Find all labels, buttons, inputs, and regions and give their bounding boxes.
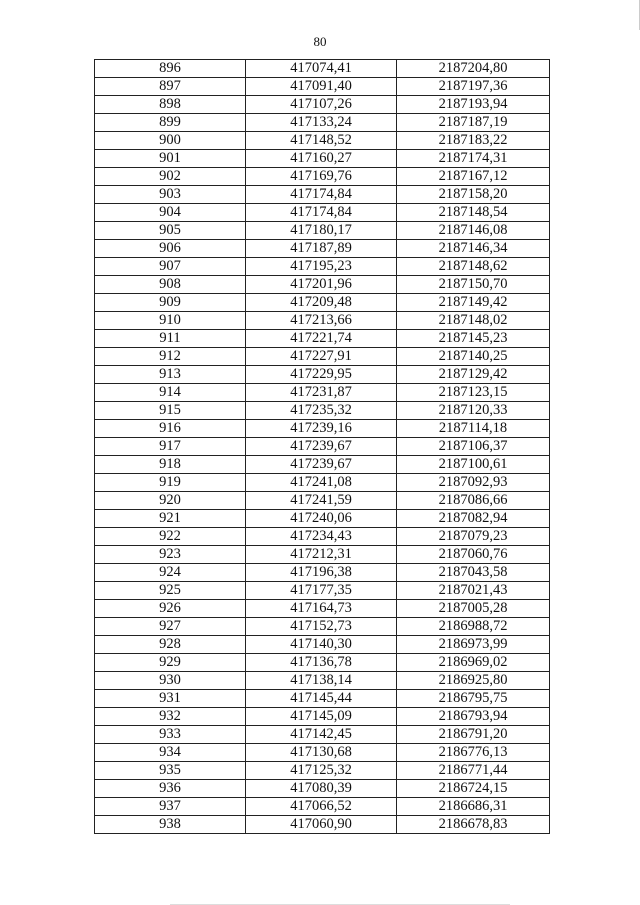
x-coordinate-cell: 417174,84 xyxy=(246,186,397,204)
table-row xyxy=(95,168,550,186)
point-number-cell: 905 xyxy=(95,222,246,240)
table-row xyxy=(95,96,550,114)
y-coordinate-cell: 2187129,42 xyxy=(397,366,550,384)
table-row xyxy=(95,312,550,330)
table-row xyxy=(95,114,550,132)
y-coordinate-cell: 2186925,80 xyxy=(397,672,550,690)
table-row xyxy=(95,510,550,528)
table-row xyxy=(95,186,550,204)
point-number-cell: 902 xyxy=(95,168,246,186)
y-coordinate-cell: 2187193,94 xyxy=(397,96,550,114)
y-coordinate-cell: 2187043,58 xyxy=(397,564,550,582)
table-row xyxy=(95,780,550,798)
x-coordinate-cell: 417142,45 xyxy=(246,726,397,744)
x-coordinate-cell: 417187,89 xyxy=(246,240,397,258)
y-coordinate-cell: 2187183,22 xyxy=(397,132,550,150)
x-coordinate-cell: 417241,59 xyxy=(246,492,397,510)
y-coordinate-cell: 2187114,18 xyxy=(397,420,550,438)
y-coordinate-cell: 2187145,23 xyxy=(397,330,550,348)
point-number-cell: 919 xyxy=(95,474,246,492)
point-number-cell: 917 xyxy=(95,438,246,456)
x-coordinate-cell: 417234,43 xyxy=(246,528,397,546)
point-number-cell: 927 xyxy=(95,618,246,636)
x-coordinate-cell: 417060,90 xyxy=(246,816,397,834)
x-coordinate-cell: 417241,08 xyxy=(246,474,397,492)
table-row xyxy=(95,420,550,438)
y-coordinate-cell: 2187005,28 xyxy=(397,600,550,618)
table-row xyxy=(95,726,550,744)
point-number-cell: 899 xyxy=(95,114,246,132)
x-coordinate-cell: 417201,96 xyxy=(246,276,397,294)
y-coordinate-cell: 2187197,36 xyxy=(397,78,550,96)
x-coordinate-cell: 417160,27 xyxy=(246,150,397,168)
x-coordinate-cell: 417240,06 xyxy=(246,510,397,528)
point-number-cell: 908 xyxy=(95,276,246,294)
table-row xyxy=(95,762,550,780)
point-number-cell: 904 xyxy=(95,204,246,222)
y-coordinate-cell: 2187146,34 xyxy=(397,240,550,258)
point-number-cell: 898 xyxy=(95,96,246,114)
table-row xyxy=(95,582,550,600)
x-coordinate-cell: 417130,68 xyxy=(246,744,397,762)
point-number-cell: 930 xyxy=(95,672,246,690)
point-number-cell: 920 xyxy=(95,492,246,510)
point-number-cell: 937 xyxy=(95,798,246,816)
x-coordinate-cell: 417221,74 xyxy=(246,330,397,348)
point-number-cell: 932 xyxy=(95,708,246,726)
table-row xyxy=(95,708,550,726)
point-number-cell: 900 xyxy=(95,132,246,150)
point-number-cell: 922 xyxy=(95,528,246,546)
table-row xyxy=(95,78,550,96)
point-number-cell: 931 xyxy=(95,690,246,708)
x-coordinate-cell: 417239,67 xyxy=(246,438,397,456)
x-coordinate-cell: 417138,14 xyxy=(246,672,397,690)
y-coordinate-cell: 2186969,02 xyxy=(397,654,550,672)
y-coordinate-cell: 2187187,19 xyxy=(397,114,550,132)
table-row xyxy=(95,798,550,816)
x-coordinate-cell: 417196,38 xyxy=(246,564,397,582)
coordinates-table-body xyxy=(95,60,550,834)
y-coordinate-cell: 2187150,70 xyxy=(397,276,550,294)
point-number-cell: 907 xyxy=(95,258,246,276)
y-coordinate-cell: 2187021,43 xyxy=(397,582,550,600)
y-coordinate-cell: 2187060,76 xyxy=(397,546,550,564)
x-coordinate-cell: 417148,52 xyxy=(246,132,397,150)
point-number-cell: 912 xyxy=(95,348,246,366)
y-coordinate-cell: 2187148,54 xyxy=(397,204,550,222)
point-number-cell: 909 xyxy=(95,294,246,312)
table-row xyxy=(95,222,550,240)
table-row xyxy=(95,330,550,348)
x-coordinate-cell: 417231,87 xyxy=(246,384,397,402)
table-row xyxy=(95,816,550,834)
y-coordinate-cell: 2187120,33 xyxy=(397,402,550,420)
y-coordinate-cell: 2187082,94 xyxy=(397,510,550,528)
y-coordinate-cell: 2186724,15 xyxy=(397,780,550,798)
table-row xyxy=(95,672,550,690)
x-coordinate-cell: 417164,73 xyxy=(246,600,397,618)
table-row xyxy=(95,276,550,294)
y-coordinate-cell: 2187174,31 xyxy=(397,150,550,168)
point-number-cell: 936 xyxy=(95,780,246,798)
table-row xyxy=(95,636,550,654)
x-coordinate-cell: 417235,32 xyxy=(246,402,397,420)
x-coordinate-cell: 417136,78 xyxy=(246,654,397,672)
x-coordinate-cell: 417239,67 xyxy=(246,456,397,474)
point-number-cell: 901 xyxy=(95,150,246,168)
point-number-cell: 903 xyxy=(95,186,246,204)
table-row xyxy=(95,132,550,150)
table-row xyxy=(95,204,550,222)
y-coordinate-cell: 2187123,15 xyxy=(397,384,550,402)
x-coordinate-cell: 417227,91 xyxy=(246,348,397,366)
y-coordinate-cell: 2187100,61 xyxy=(397,456,550,474)
y-coordinate-cell: 2187204,80 xyxy=(397,60,550,78)
y-coordinate-cell: 2187092,93 xyxy=(397,474,550,492)
table-row xyxy=(95,60,550,78)
y-coordinate-cell: 2187158,20 xyxy=(397,186,550,204)
x-coordinate-cell: 417180,17 xyxy=(246,222,397,240)
table-row xyxy=(95,348,550,366)
point-number-cell: 935 xyxy=(95,762,246,780)
point-number-cell: 926 xyxy=(95,600,246,618)
table-row xyxy=(95,294,550,312)
point-number-cell: 918 xyxy=(95,456,246,474)
x-coordinate-cell: 417174,84 xyxy=(246,204,397,222)
table-row xyxy=(95,150,550,168)
x-coordinate-cell: 417066,52 xyxy=(246,798,397,816)
y-coordinate-cell: 2186973,99 xyxy=(397,636,550,654)
y-coordinate-cell: 2186793,94 xyxy=(397,708,550,726)
table-row xyxy=(95,474,550,492)
point-number-cell: 915 xyxy=(95,402,246,420)
point-number-cell: 913 xyxy=(95,366,246,384)
table-row xyxy=(95,654,550,672)
x-coordinate-cell: 417177,35 xyxy=(246,582,397,600)
table-row xyxy=(95,384,550,402)
table-row xyxy=(95,438,550,456)
x-coordinate-cell: 417212,31 xyxy=(246,546,397,564)
point-number-cell: 916 xyxy=(95,420,246,438)
coordinates-table xyxy=(94,59,550,834)
point-number-cell: 911 xyxy=(95,330,246,348)
point-number-cell: 938 xyxy=(95,816,246,834)
x-coordinate-cell: 417209,48 xyxy=(246,294,397,312)
point-number-cell: 906 xyxy=(95,240,246,258)
x-coordinate-cell: 417145,44 xyxy=(246,690,397,708)
point-number-cell: 921 xyxy=(95,510,246,528)
x-coordinate-cell: 417213,66 xyxy=(246,312,397,330)
point-number-cell: 923 xyxy=(95,546,246,564)
y-coordinate-cell: 2186795,75 xyxy=(397,690,550,708)
point-number-cell: 925 xyxy=(95,582,246,600)
point-number-cell: 914 xyxy=(95,384,246,402)
y-coordinate-cell: 2187146,08 xyxy=(397,222,550,240)
point-number-cell: 896 xyxy=(95,60,246,78)
x-coordinate-cell: 417133,24 xyxy=(246,114,397,132)
table-row xyxy=(95,744,550,762)
y-coordinate-cell: 2187140,25 xyxy=(397,348,550,366)
table-row xyxy=(95,690,550,708)
y-coordinate-cell: 2187106,37 xyxy=(397,438,550,456)
y-coordinate-cell: 2186678,83 xyxy=(397,816,550,834)
point-number-cell: 897 xyxy=(95,78,246,96)
y-coordinate-cell: 2187148,02 xyxy=(397,312,550,330)
point-number-cell: 928 xyxy=(95,636,246,654)
table-row xyxy=(95,546,550,564)
x-coordinate-cell: 417195,23 xyxy=(246,258,397,276)
point-number-cell: 933 xyxy=(95,726,246,744)
y-coordinate-cell: 2187149,42 xyxy=(397,294,550,312)
x-coordinate-cell: 417229,95 xyxy=(246,366,397,384)
point-number-cell: 929 xyxy=(95,654,246,672)
x-coordinate-cell: 417125,32 xyxy=(246,762,397,780)
y-coordinate-cell: 2186988,72 xyxy=(397,618,550,636)
y-coordinate-cell: 2186776,13 xyxy=(397,744,550,762)
y-coordinate-cell: 2187167,12 xyxy=(397,168,550,186)
y-coordinate-cell: 2186771,44 xyxy=(397,762,550,780)
x-coordinate-cell: 417080,39 xyxy=(246,780,397,798)
table-row xyxy=(95,402,550,420)
table-row xyxy=(95,492,550,510)
table-row xyxy=(95,600,550,618)
x-coordinate-cell: 417169,76 xyxy=(246,168,397,186)
x-coordinate-cell: 417152,73 xyxy=(246,618,397,636)
point-number-cell: 934 xyxy=(95,744,246,762)
y-coordinate-cell: 2187079,23 xyxy=(397,528,550,546)
table-row xyxy=(95,240,550,258)
y-coordinate-cell: 2186791,20 xyxy=(397,726,550,744)
x-coordinate-cell: 417107,26 xyxy=(246,96,397,114)
x-coordinate-cell: 417145,09 xyxy=(246,708,397,726)
page-number: 80 xyxy=(313,34,327,49)
x-coordinate-cell: 417074,41 xyxy=(246,60,397,78)
point-number-cell: 910 xyxy=(95,312,246,330)
y-coordinate-cell: 2187086,66 xyxy=(397,492,550,510)
table-row xyxy=(95,618,550,636)
table-row xyxy=(95,456,550,474)
point-number-cell: 924 xyxy=(95,564,246,582)
table-row xyxy=(95,564,550,582)
y-coordinate-cell: 2186686,31 xyxy=(397,798,550,816)
x-coordinate-cell: 417140,30 xyxy=(246,636,397,654)
x-coordinate-cell: 417091,40 xyxy=(246,78,397,96)
table-row xyxy=(95,366,550,384)
table-row xyxy=(95,258,550,276)
y-coordinate-cell: 2187148,62 xyxy=(397,258,550,276)
x-coordinate-cell: 417239,16 xyxy=(246,420,397,438)
table-row xyxy=(95,528,550,546)
